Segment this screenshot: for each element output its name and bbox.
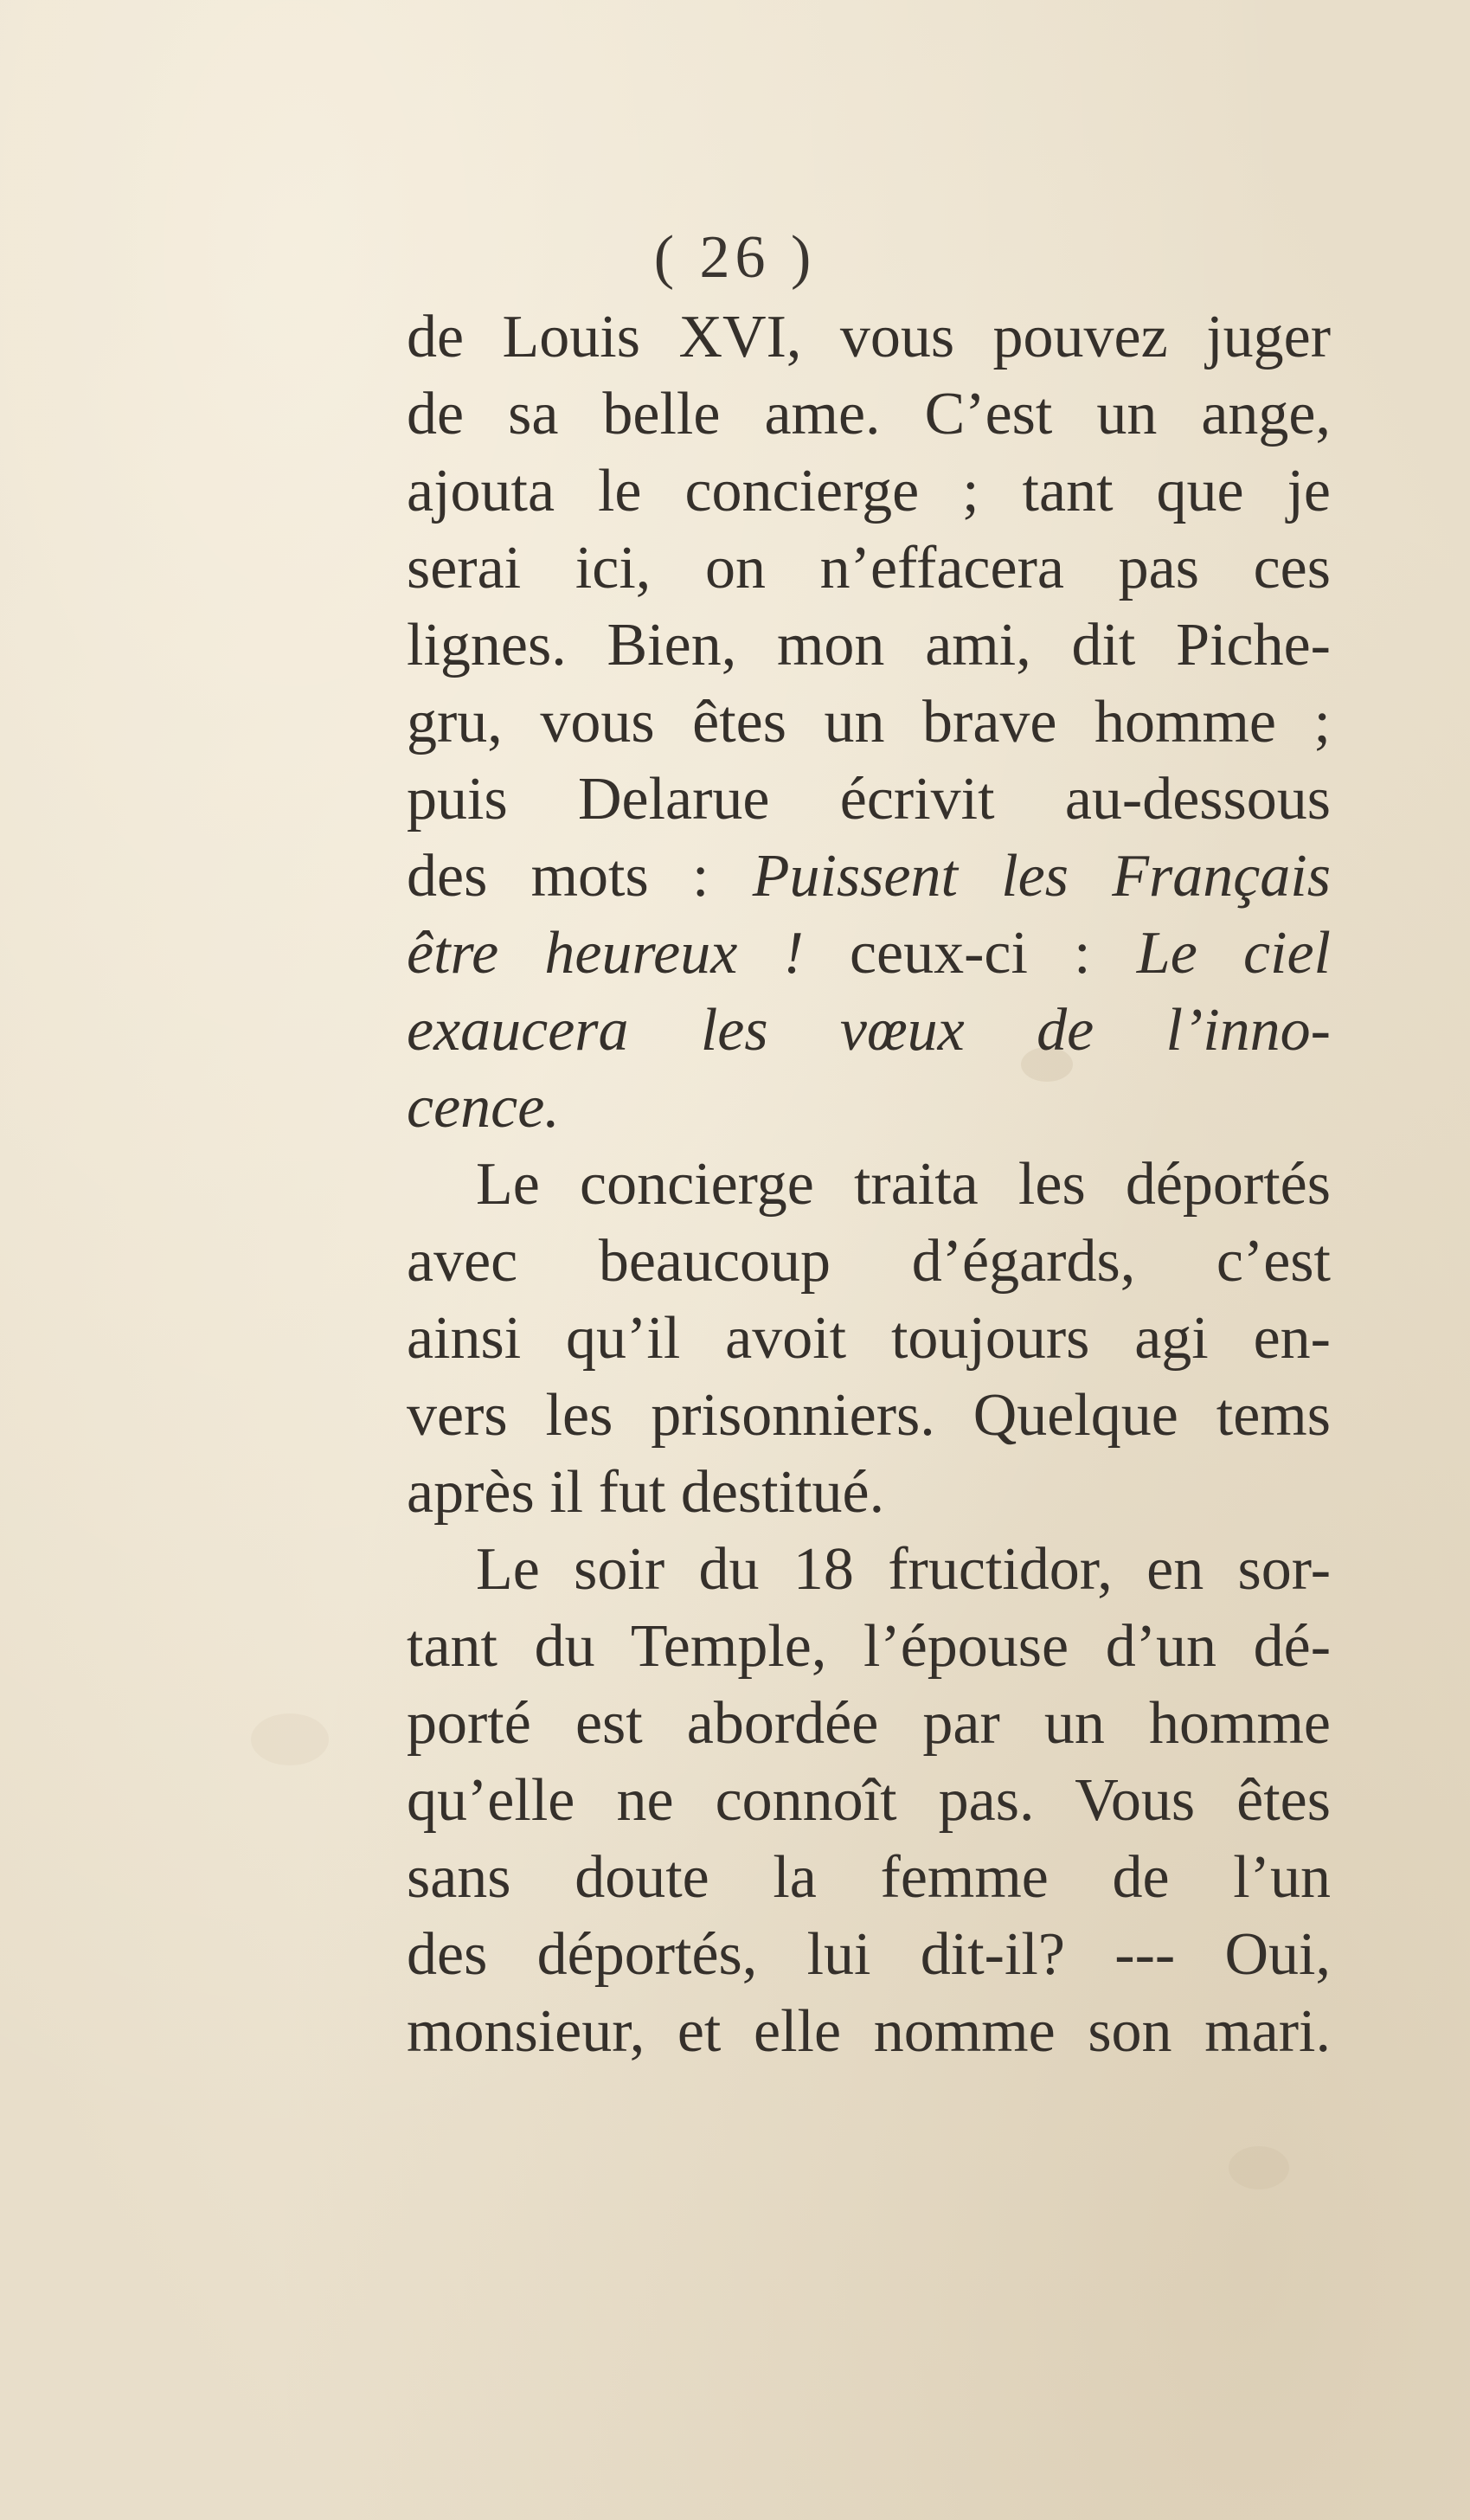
- text-line: des déportés, lui dit-il? --- Oui,: [407, 1921, 1331, 1988]
- italic-text: exaucera les vœux de l’inno-: [407, 997, 1331, 1064]
- text-line: [407, 992, 1331, 1069]
- page-number: ( 26 ): [653, 224, 817, 291]
- text-run: ceux-ci :: [803, 920, 1137, 987]
- text-line: de Louis XVI, vous pouvez juger: [407, 304, 1331, 370]
- text-line: qu’elle ne connoît pas. Vous êtes: [407, 1767, 1331, 1834]
- text-line: avec beaucoup d’égards, c’est: [407, 1228, 1331, 1295]
- text-line: gru, vous êtes un brave homme ;: [407, 689, 1331, 755]
- text-line: monsieur, et elle nomme son mari.: [407, 1998, 1331, 2065]
- text-line: ajouta le concierge ; tant que je: [407, 458, 1331, 524]
- paragraph: [407, 1531, 1331, 2070]
- text-line: Le soir du 18 fructidor, en sor-: [476, 1536, 1331, 1603]
- paragraph: [407, 299, 1331, 1146]
- text-line: Le concierge traita les déportés: [476, 1151, 1331, 1218]
- text-line: [407, 915, 1331, 992]
- text-line: puis Delarue écrivit au-dessous: [407, 766, 1331, 832]
- body-text: [407, 299, 1331, 2070]
- text-line: sans doute la femme de l’un: [407, 1844, 1331, 1911]
- text-run: des mots :: [407, 843, 753, 910]
- text-line: après il fut destitué.: [407, 1459, 885, 1526]
- text-line: vers les prisonniers. Quelque tems: [407, 1382, 1331, 1449]
- text-line: [407, 1069, 1331, 1146]
- text-line: [407, 838, 1331, 915]
- text-line: ainsi qu’il avoit toujours agi en-: [407, 1305, 1331, 1372]
- paragraph: [407, 1146, 1331, 1531]
- paper-stain: [251, 1713, 329, 1765]
- italic-text: Puissent les Français: [752, 843, 1331, 910]
- text-line: porté est abordée par un homme: [407, 1690, 1331, 1757]
- text-line: lignes. Bien, mon ami, dit Piche-: [407, 612, 1331, 678]
- italic-text: Le ciel: [1136, 920, 1331, 987]
- text-line: tant du Temple, l’épouse d’un dé-: [407, 1613, 1331, 1680]
- italic-text: cence.: [407, 1074, 560, 1141]
- text-line: serai ici, on n’effacera pas ces: [407, 535, 1331, 601]
- text-line: de sa belle ame. C’est un ange,: [407, 381, 1331, 447]
- italic-text: être heureux !: [407, 920, 804, 987]
- paper-stain: [1229, 2146, 1289, 2189]
